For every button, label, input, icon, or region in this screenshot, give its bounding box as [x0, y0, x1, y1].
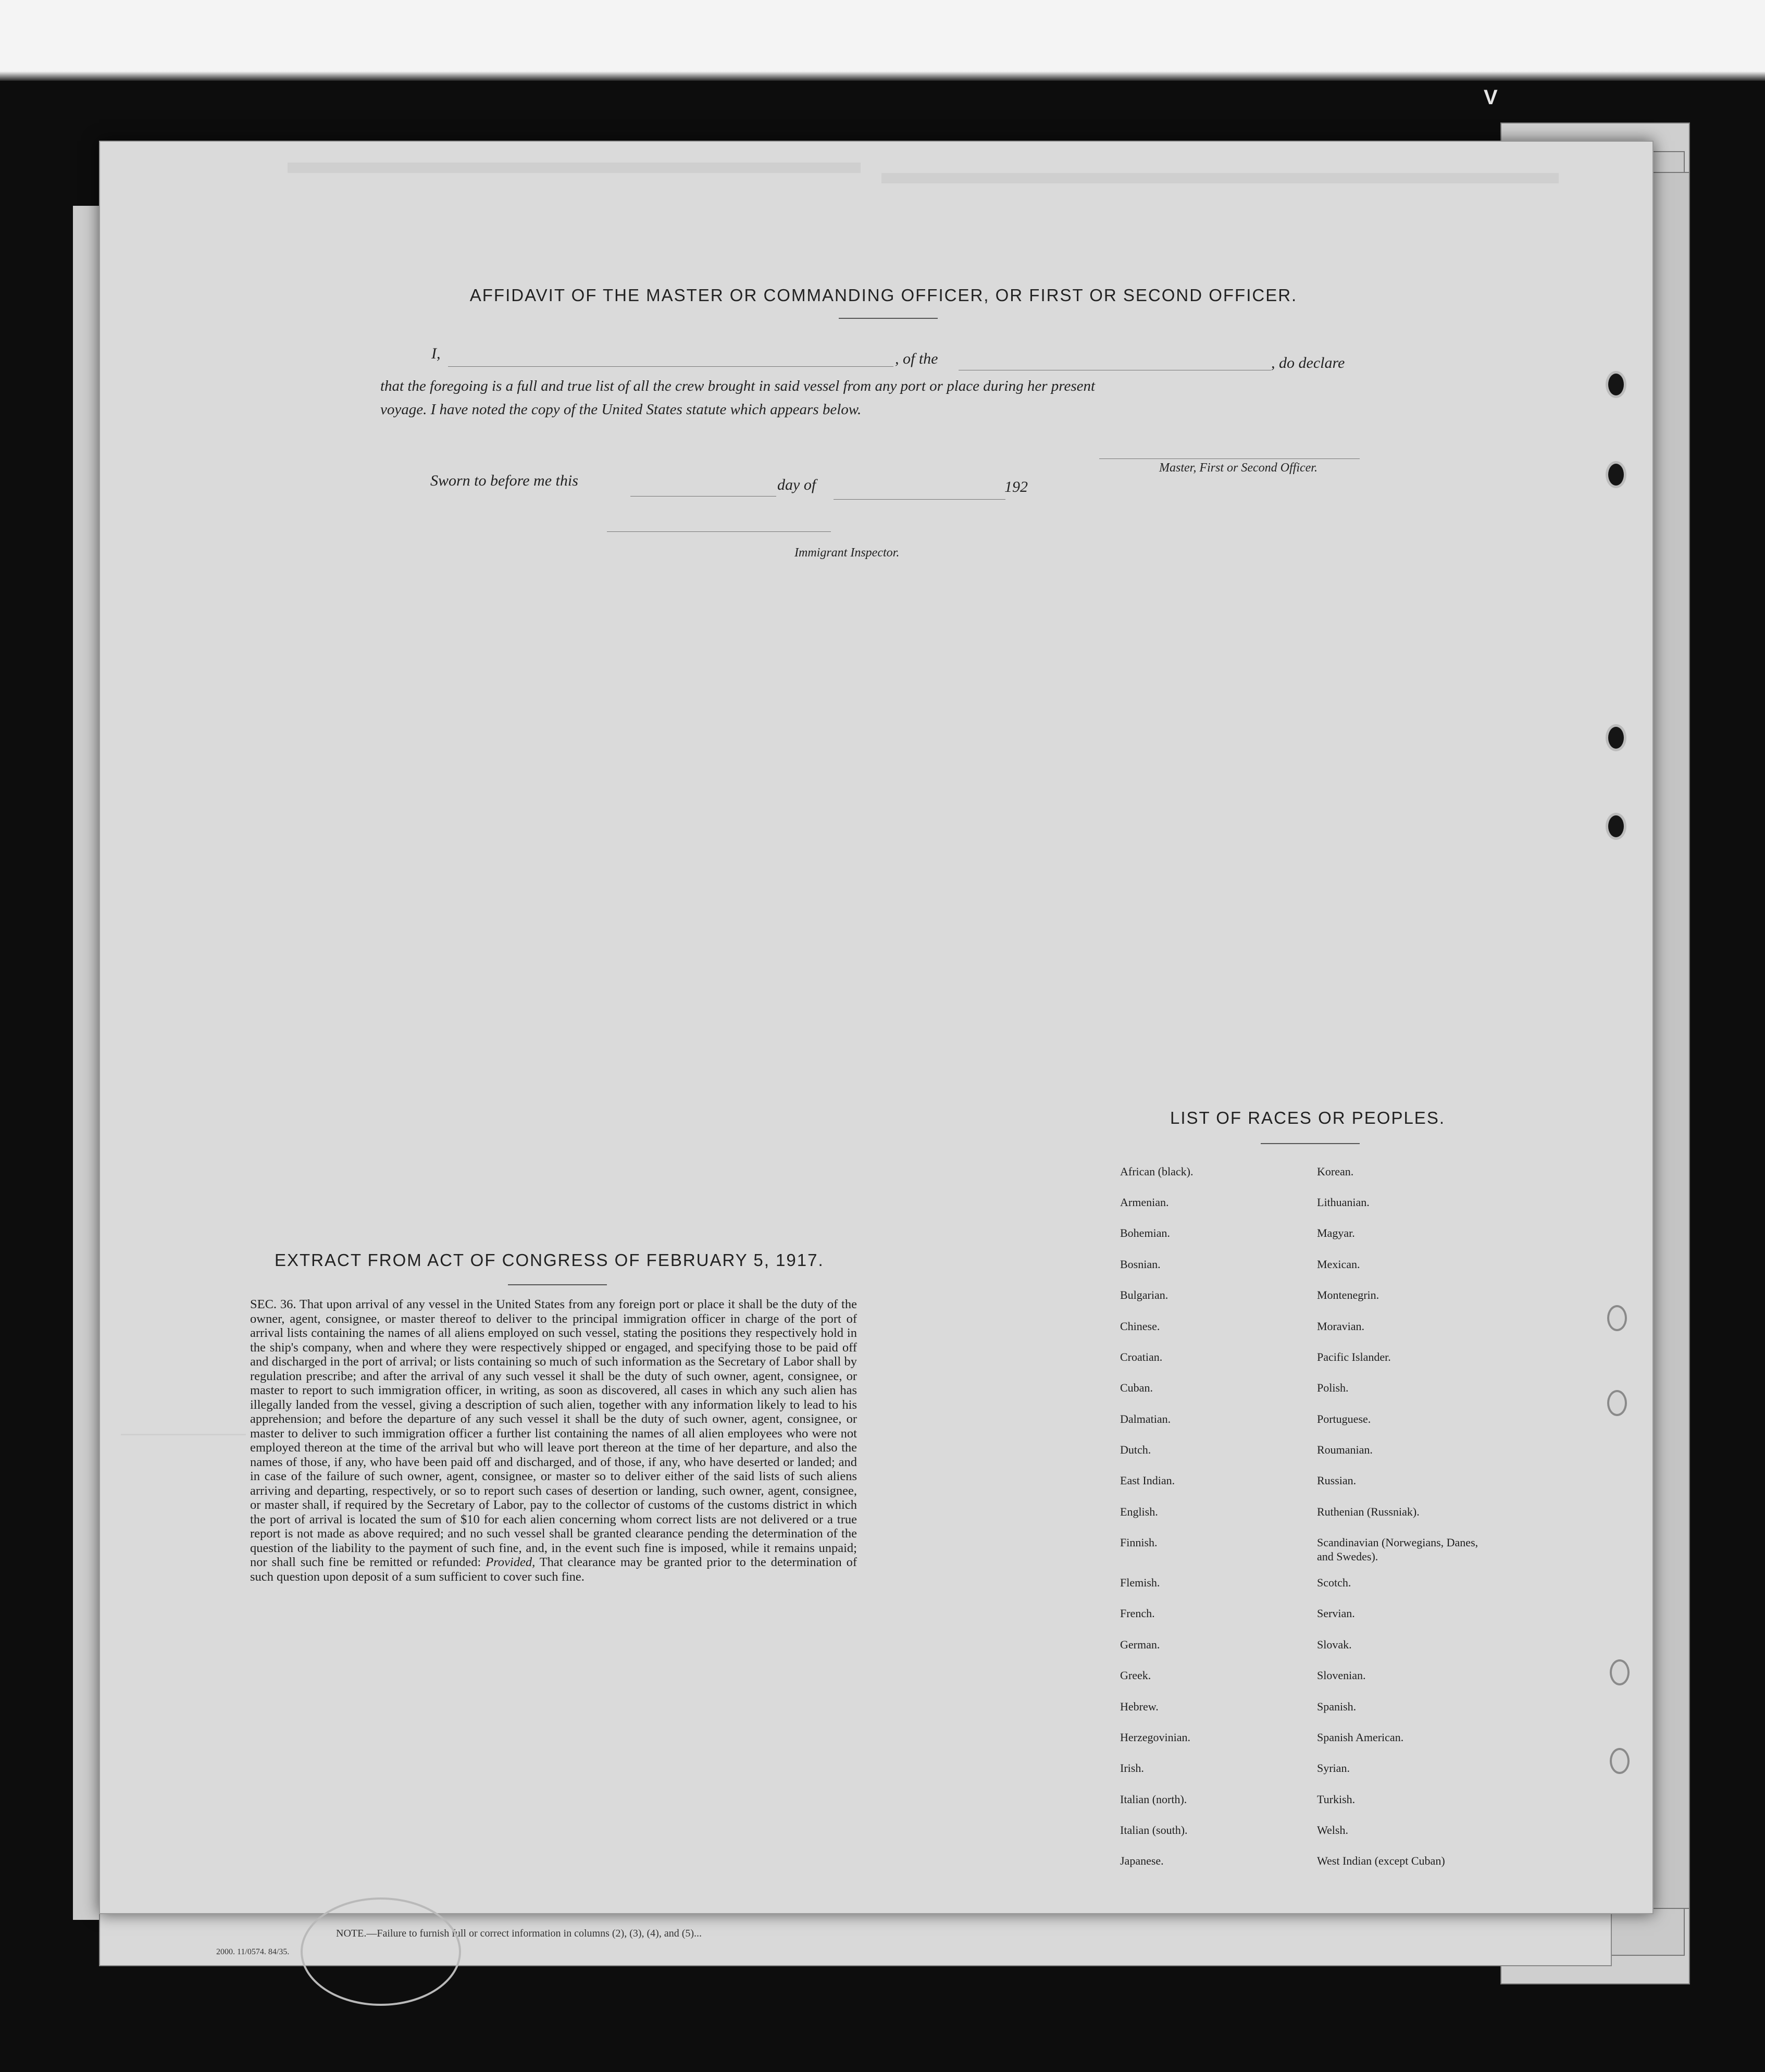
affidavit-i: I,	[431, 345, 441, 362]
extract-provided: Provided,	[486, 1555, 536, 1569]
race-item: Dalmatian.	[1120, 1412, 1171, 1425]
race-item: Spanish American.	[1317, 1731, 1404, 1744]
binder-hole	[1606, 461, 1626, 488]
affidavit-declare: , do declare	[1271, 354, 1345, 371]
race-item: Armenian.	[1120, 1196, 1169, 1209]
race-item: French.	[1120, 1607, 1155, 1620]
race-item: Bulgarian.	[1120, 1288, 1169, 1301]
binder-hole	[1606, 371, 1626, 398]
race-item: Hebrew.	[1120, 1700, 1159, 1713]
race-item: Korean.	[1317, 1165, 1354, 1178]
officer-signature-line	[1099, 458, 1360, 459]
extract-title: EXTRACT FROM ACT OF CONGRESS OF FEBRUARY 5, 1917.	[275, 1250, 824, 1270]
officer-signature-label: Master, First or Second Officer.	[1159, 461, 1317, 475]
race-item: Mexican.	[1317, 1258, 1360, 1271]
month-blank	[834, 499, 1005, 500]
affidavit-of-the: , of the	[895, 350, 938, 367]
inspector-label: Immigrant Inspector.	[794, 546, 900, 560]
day-of-text: day of	[777, 476, 816, 493]
day-blank	[630, 496, 776, 497]
race-item: Bohemian.	[1120, 1226, 1170, 1239]
race-item: Ruthenian (Russniak).	[1317, 1505, 1420, 1518]
faded-stamp	[301, 1897, 461, 2006]
race-item: German.	[1120, 1638, 1160, 1651]
extract-underline	[508, 1284, 607, 1285]
extract-body	[250, 1297, 857, 1584]
manifest-page	[99, 141, 1654, 1914]
binder-hole	[1610, 1659, 1630, 1685]
race-item: Dutch.	[1120, 1443, 1151, 1456]
print-code: 2000. 11/0574. 84/35.	[216, 1947, 290, 1956]
extract-section-text: SEC. 36. That upon arrival of any vessel in the United States from any foreign port or place it shall be the duty of the owner, agent, consignee, or master thereof to deliver to the principal immigration officer in charge of the port of arrival lists containing the names of all aliens employed on such vessel, stating the positions they respectively hold in the ship's company, when and where they were respectively shipped or engaged, and specifying those to be paid off and discharged in the port of arrival; or lists containing so much of such information as the Secretary of Labor shall by regulation prescribe; and after the arrival of any such vessel it shall be the duty of such owner, agent, consignee, or master to report to such immigration officer, in writing, as soon as discovered, all cases in which any such alien has illegally landed from the vessel, giving a description of such alien, together with any information likely to lead to his apprehension; and before the departure of any such vessel it shall be the duty of such owner, agent, consignee, or master to deliver to such immigration officer a further list containing the names of all alien employees who were not employed thereon at the time of the arrival but who will leave port thereon at the time of her departure, and also the names of those, if any, who have been paid off and discharged, and of those, if any, who have deserted or landed; and in case of the failure of such owner, agent, consignee, or master so to deliver either of the said lists of such aliens arriving and departing, respectively, or so to report such cases of desertion or landing, such owner, agent, consignee, or master shall, if required by the Secretary of Labor, pay to the collector of customs of the customs district in which the port of arrival is located the sum of $10 for each alien concerning whom correct lists are not delivered or a true report is not made as above required; and no such vessel shall be granted clearance pending the determination of the question of the liability to the payment of such fine, and, in the event such fine is imposed, while it remains unpaid; nor shall such fine be remitted or refunded:	[250, 1297, 857, 1569]
footer-note: NOTE.—Failure to furnish full or correct information in columns (2), (3), (4), and (5)...	[336, 1928, 702, 1939]
race-item: Herzegovinian.	[1120, 1731, 1190, 1744]
race-item: Slovenian.	[1317, 1669, 1366, 1682]
race-item: Croatian.	[1120, 1350, 1163, 1363]
affidavit-title: AFFIDAVIT OF THE MASTER OR COMMANDING OFFICER, OR FIRST OR SECOND OFFICER.	[469, 286, 1298, 305]
race-item: Syrian.	[1317, 1761, 1350, 1775]
race-item: Flemish.	[1120, 1576, 1160, 1589]
races-title: LIST OF RACES OR PEOPLES.	[1170, 1108, 1446, 1127]
race-item: Chinese.	[1120, 1320, 1160, 1333]
title-underline	[839, 318, 938, 319]
race-item: Moravian.	[1317, 1320, 1365, 1333]
race-item: Scotch.	[1317, 1576, 1351, 1589]
race-item: Finnish.	[1120, 1536, 1158, 1549]
binder-hole	[1606, 813, 1626, 840]
extract-proviso: That clearance may be granted prior to the determination of such question upon deposit of a sum sufficient to cover such fine.	[250, 1555, 857, 1584]
race-item: Italian (north).	[1120, 1793, 1187, 1806]
race-item: African (black).	[1120, 1165, 1194, 1178]
race-item: East Indian.	[1120, 1474, 1175, 1487]
margin-check-mark: V	[1484, 86, 1498, 109]
race-item: Roumanian.	[1317, 1443, 1373, 1456]
race-item: Slovak.	[1317, 1638, 1352, 1651]
scanner-top-strip	[0, 0, 1765, 81]
races-underline	[1261, 1143, 1360, 1144]
race-item: Irish.	[1120, 1761, 1144, 1775]
inspector-signature-line	[607, 531, 831, 532]
race-item: Pacific Islander.	[1317, 1350, 1391, 1363]
binder-hole	[1610, 1748, 1630, 1774]
race-item: West Indian (except Cuban)	[1317, 1854, 1445, 1867]
race-item: Bosnian.	[1120, 1258, 1161, 1271]
race-item: Turkish.	[1317, 1793, 1356, 1806]
affidavit-line-3: voyage. I have noted the copy of the United States statute which appears below.	[380, 401, 862, 418]
race-item: Japanese.	[1120, 1854, 1164, 1867]
race-item: Lithuanian.	[1317, 1196, 1370, 1209]
race-item: Greek.	[1120, 1669, 1151, 1682]
year-prefix: 192	[1004, 478, 1028, 495]
race-item: Welsh.	[1317, 1823, 1348, 1837]
master-name-blank	[448, 366, 893, 367]
race-item: Scandinavian (Norwegians, Danes, and Swedes).	[1317, 1536, 1478, 1563]
race-item: Spanish.	[1317, 1700, 1357, 1713]
race-item: Montenegrin.	[1317, 1288, 1379, 1301]
race-item: Portuguese.	[1317, 1412, 1371, 1425]
race-item: English.	[1120, 1505, 1158, 1518]
binder-hole	[1607, 1390, 1627, 1416]
sworn-text: Sworn to before me this	[430, 472, 578, 489]
race-item: Russian.	[1317, 1474, 1357, 1487]
binder-hole	[1606, 724, 1626, 751]
affidavit-line-2: that the foregoing is a full and true list of all the crew brought in said vessel from any port or place during her present	[380, 378, 1096, 394]
race-item: Polish.	[1317, 1381, 1349, 1394]
race-item: Servian.	[1317, 1607, 1355, 1620]
race-item: Italian (south).	[1120, 1823, 1188, 1837]
binder-hole	[1607, 1305, 1627, 1331]
race-item: Cuban.	[1120, 1381, 1153, 1394]
race-item: Magyar.	[1317, 1226, 1355, 1239]
